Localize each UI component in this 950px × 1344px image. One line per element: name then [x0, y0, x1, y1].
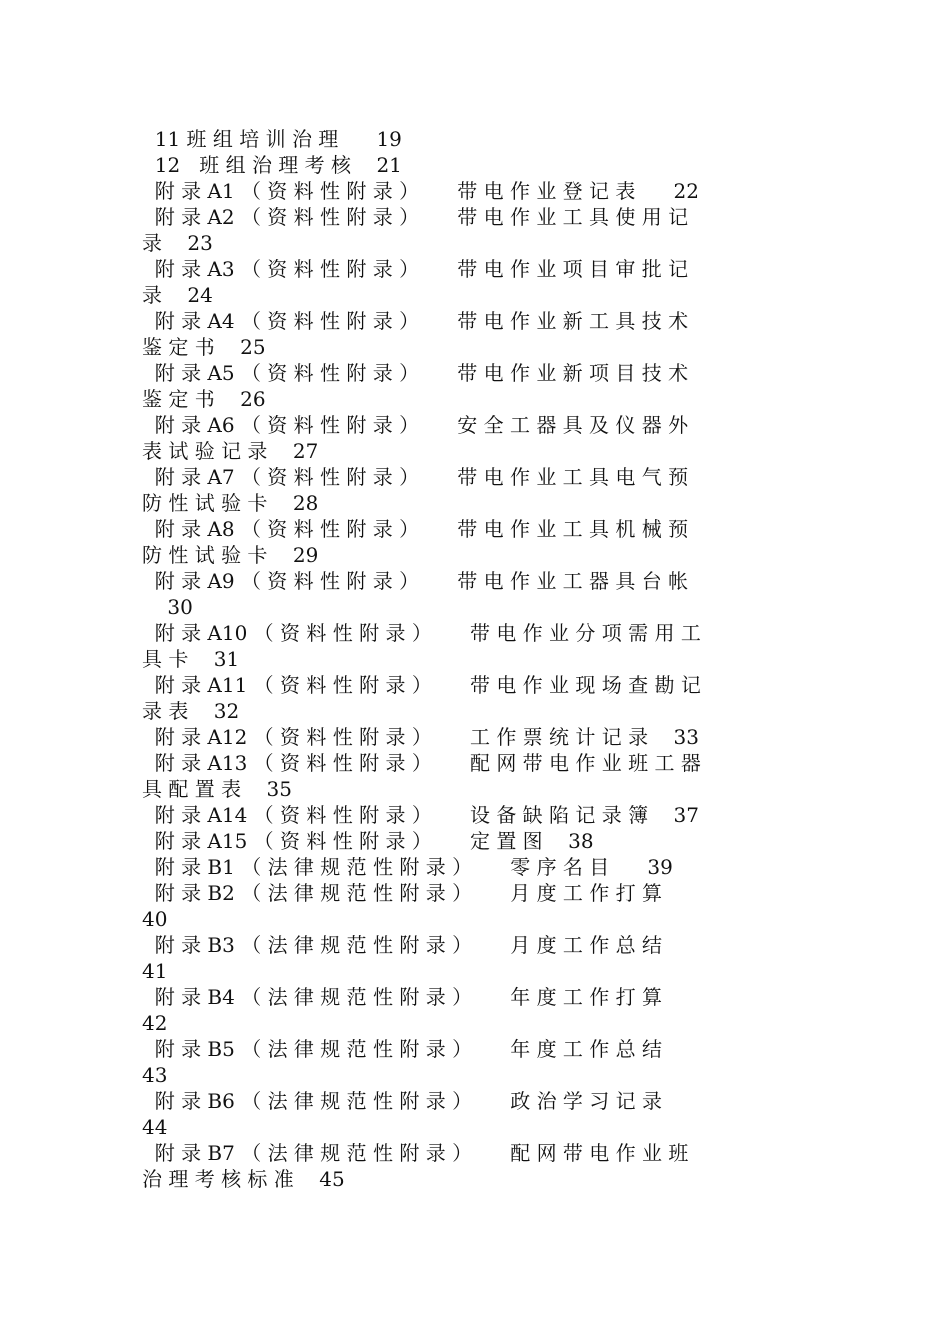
toc-line: 防 性 试 验 卡 28 — [142, 491, 319, 515]
toc-line: 附 录 B6 （ 法 律 规 范 性 附 录 ） 政 治 学 习 记 录 — [142, 1089, 662, 1113]
toc-line: 附 录 A5 （ 资 料 性 附 录 ） 带 电 作 业 新 项 目 技 术 — [142, 361, 689, 385]
toc-line: 录 23 — [142, 231, 213, 255]
toc-line: 表 试 验 记 录 27 — [142, 439, 319, 463]
toc-line: 11 班 组 培 训 治 理 19 — [142, 127, 402, 151]
toc-line: 附 录 A1 （ 资 料 性 附 录 ） 带 电 作 业 登 记 表 22 — [142, 179, 699, 203]
toc-line: 附 录 A11 （ 资 料 性 附 录 ） 带 电 作 业 现 场 查 勘 记 — [142, 673, 701, 697]
toc-line: 具 配 置 表 35 — [142, 777, 292, 801]
toc-line: 42 — [142, 1011, 168, 1035]
toc-line: 具 卡 31 — [142, 647, 240, 671]
toc-line: 30 — [142, 595, 193, 619]
toc-line: 附 录 A3 （ 资 料 性 附 录 ） 带 电 作 业 项 目 审 批 记 — [142, 257, 689, 281]
toc-line: 录 24 — [142, 283, 213, 307]
toc-line: 附 录 A14 （ 资 料 性 附 录 ） 设 备 缺 陷 记 录 簿 37 — [142, 803, 699, 827]
toc-line: 治 理 考 核 标 准 45 — [142, 1167, 345, 1191]
toc-line: 44 — [142, 1115, 168, 1139]
toc-line: 附 录 B1 （ 法 律 规 范 性 附 录 ） 零 序 名 目 39 — [142, 855, 673, 879]
toc-line: 40 — [142, 907, 168, 931]
toc-line: 附 录 A8 （ 资 料 性 附 录 ） 带 电 作 业 工 具 机 械 预 — [142, 517, 689, 541]
table-of-contents — [142, 126, 842, 1192]
toc-line: 附 录 B3 （ 法 律 规 范 性 附 录 ） 月 度 工 作 总 结 — [142, 933, 662, 957]
toc-line: 12 班 组 治 理 考 核 21 — [142, 153, 402, 177]
toc-line: 附 录 A9 （ 资 料 性 附 录 ） 带 电 作 业 工 器 具 台 帐 — [142, 569, 689, 593]
toc-line: 录 表 32 — [142, 699, 240, 723]
toc-line: 附 录 A15 （ 资 料 性 附 录 ） 定 置 图 38 — [142, 829, 594, 853]
toc-line: 附 录 B4 （ 法 律 规 范 性 附 录 ） 年 度 工 作 打 算 — [142, 985, 662, 1009]
toc-line: 附 录 A7 （ 资 料 性 附 录 ） 带 电 作 业 工 具 电 气 预 — [142, 465, 689, 489]
toc-line: 附 录 B7 （ 法 律 规 范 性 附 录 ） 配 网 带 电 作 业 班 — [142, 1141, 689, 1165]
toc-line: 附 录 B2 （ 法 律 规 范 性 附 录 ） 月 度 工 作 打 算 — [142, 881, 662, 905]
toc-line: 附 录 A2 （ 资 料 性 附 录 ） 带 电 作 业 工 具 使 用 记 — [142, 205, 689, 229]
toc-line: 附 录 A13 （ 资 料 性 附 录 ） 配 网 带 电 作 业 班 工 器 — [142, 751, 701, 775]
toc-line: 43 — [142, 1063, 168, 1087]
toc-line: 鉴 定 书 26 — [142, 387, 266, 411]
toc-line: 防 性 试 验 卡 29 — [142, 543, 319, 567]
toc-line: 附 录 A12 （ 资 料 性 附 录 ） 工 作 票 统 计 记 录 33 — [142, 725, 699, 749]
toc-line: 附 录 A6 （ 资 料 性 附 录 ） 安 全 工 器 具 及 仪 器 外 — [142, 413, 689, 437]
toc-line: 附 录 B5 （ 法 律 规 范 性 附 录 ） 年 度 工 作 总 结 — [142, 1037, 662, 1061]
toc-line: 附 录 A4 （ 资 料 性 附 录 ） 带 电 作 业 新 工 具 技 术 — [142, 309, 689, 333]
toc-line: 鉴 定 书 25 — [142, 335, 266, 359]
toc-line: 附 录 A10 （ 资 料 性 附 录 ） 带 电 作 业 分 项 需 用 工 — [142, 621, 701, 645]
toc-line: 41 — [142, 959, 168, 983]
